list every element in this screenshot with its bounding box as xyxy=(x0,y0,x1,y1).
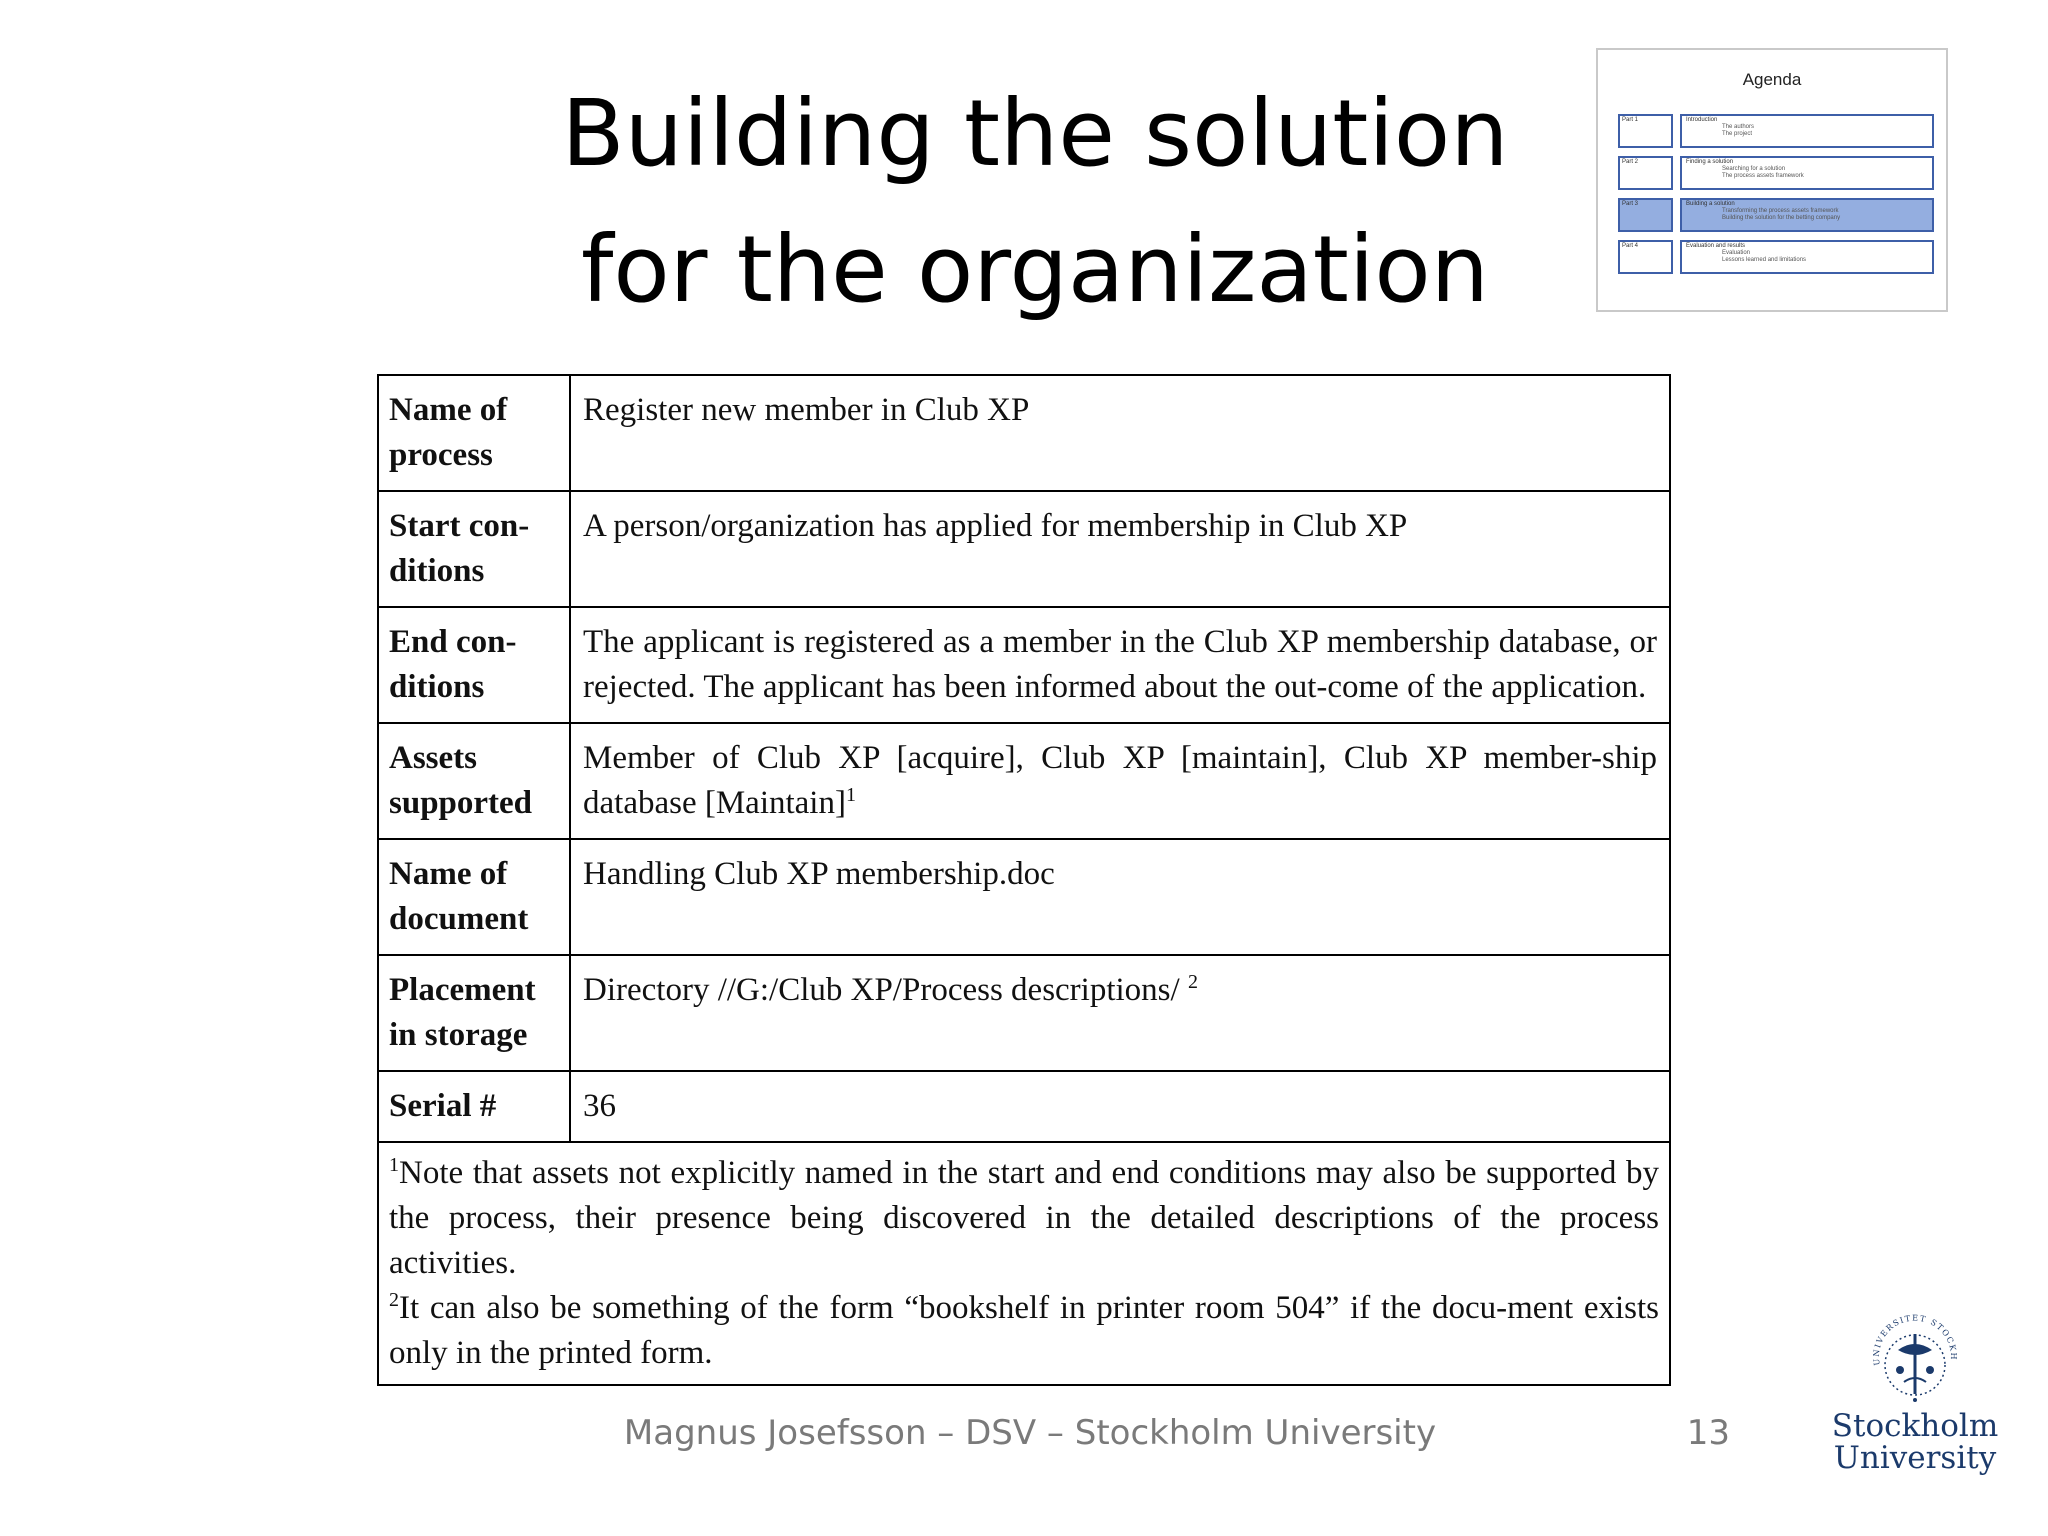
footnote xyxy=(389,1151,1659,1286)
row-label: End con-ditions xyxy=(378,607,570,723)
agenda-row-current xyxy=(1618,198,1934,232)
row-label: Name of process xyxy=(378,375,570,491)
slide-title-line2: for the organization xyxy=(580,216,1489,323)
agenda-thumbnail[interactable] xyxy=(1596,48,1948,312)
row-value-text: 36 xyxy=(583,1088,616,1124)
row-label: Start con-ditions xyxy=(378,491,570,607)
agenda-row xyxy=(1618,240,1934,274)
table-footnotes xyxy=(378,1142,1670,1385)
table-row xyxy=(378,723,1670,839)
agenda-item: The process assets framework xyxy=(1722,173,1804,179)
row-label: Name of document xyxy=(378,839,570,955)
logo-line2: University xyxy=(1833,1440,1997,1476)
stockholm-university-logo xyxy=(1820,1310,2010,1480)
agenda-part-label: Part 4 xyxy=(1618,240,1673,274)
row-value xyxy=(570,723,1670,839)
row-value xyxy=(570,607,1670,723)
logo-wordmark xyxy=(1820,1410,2010,1474)
agenda-section xyxy=(1680,156,1934,190)
row-label: Serial # xyxy=(378,1071,570,1142)
row-value xyxy=(570,1071,1670,1142)
footnote-text: It can also be something of the form “bookshelf in printer room 504” if the docu-ment exists only in the printed form. xyxy=(389,1290,1659,1371)
row-value xyxy=(570,955,1670,1071)
table-row xyxy=(378,1071,1670,1142)
seal-lettering: UNIVERSITET STOCKH xyxy=(1871,1313,1959,1366)
agenda-item: Lessons learned and limitations xyxy=(1722,257,1807,263)
agenda-heading: Building a solution xyxy=(1686,201,1735,207)
footnote-marker: 2 xyxy=(1187,971,1198,993)
row-value xyxy=(570,839,1670,955)
agenda-heading: Evaluation and results xyxy=(1686,243,1746,249)
footnote-marker: 1 xyxy=(389,1154,399,1176)
university-seal-icon xyxy=(1820,1310,2010,1410)
agenda-part-label: Part 3 xyxy=(1618,198,1673,232)
table-row xyxy=(378,491,1670,607)
row-value-text: A person/organization has applied for membership in Club XP xyxy=(583,508,1408,544)
row-value xyxy=(570,491,1670,607)
agenda-section xyxy=(1680,240,1934,274)
agenda-item: Transforming the process assets framework xyxy=(1722,208,1839,214)
agenda-section xyxy=(1680,198,1934,232)
row-label: Assets supported xyxy=(378,723,570,839)
agenda-item: Evaluation xyxy=(1722,250,1751,256)
agenda-item: The project xyxy=(1722,131,1753,137)
slide-title xyxy=(420,66,1650,338)
footnote xyxy=(389,1286,1659,1376)
row-value-text: Handling Club XP membership.doc xyxy=(583,856,1055,892)
row-value-text: Member of Club XP [acquire], Club XP [maintain], Club XP member-ship database [Maintain] xyxy=(583,740,1657,821)
row-label: Placement in storage xyxy=(378,955,570,1071)
agenda-heading: Introduction xyxy=(1686,117,1718,123)
footnote-marker: 2 xyxy=(389,1289,399,1311)
agenda-title: Agenda xyxy=(1742,70,1802,89)
row-value-text: Register new member in Club XP xyxy=(583,392,1030,428)
slide-title-line1: Building the solution xyxy=(561,80,1509,187)
slide-footer: Magnus Josefsson – DSV – Stockholm University xyxy=(623,1413,1437,1453)
agenda-row xyxy=(1618,114,1934,148)
agenda-item: Searching for a solution xyxy=(1722,166,1786,172)
agenda-item: The authors xyxy=(1722,124,1755,130)
footnote-text: Note that assets not explicitly named in the start and end conditions may also be supported by the process, their presence being discovered in the detailed descriptions of the process activities. xyxy=(389,1155,1659,1281)
table-row xyxy=(378,607,1670,723)
process-description-table xyxy=(377,374,1671,1386)
table-row xyxy=(378,839,1670,955)
logo-line1: Stockholm xyxy=(1831,1408,1999,1444)
agenda-section xyxy=(1680,114,1934,148)
row-value-text: Directory //G:/Club XP/Process descriptions/ xyxy=(583,972,1188,1008)
agenda-part-label: Part 2 xyxy=(1618,156,1673,190)
svg-text:UNIVERSITET STOCKHOLMS xyxy=(1820,1310,1958,1366)
table-row xyxy=(378,955,1670,1071)
row-value-text: The applicant is registered as a member in the Club XP membership database, or rejected. The applicant has been informed about the out-come of the application. xyxy=(583,624,1657,705)
row-value xyxy=(570,375,1670,491)
table-row xyxy=(378,375,1670,491)
footnote-marker: 1 xyxy=(845,784,856,806)
table-notes-row xyxy=(378,1142,1670,1385)
slide-number: 13 xyxy=(1686,1413,1730,1453)
agenda-item: Building the solution for the betting company xyxy=(1722,215,1841,221)
agenda-heading: Finding a solution xyxy=(1686,159,1734,165)
agenda-row xyxy=(1618,156,1934,190)
agenda-part-label: Part 1 xyxy=(1618,114,1673,148)
